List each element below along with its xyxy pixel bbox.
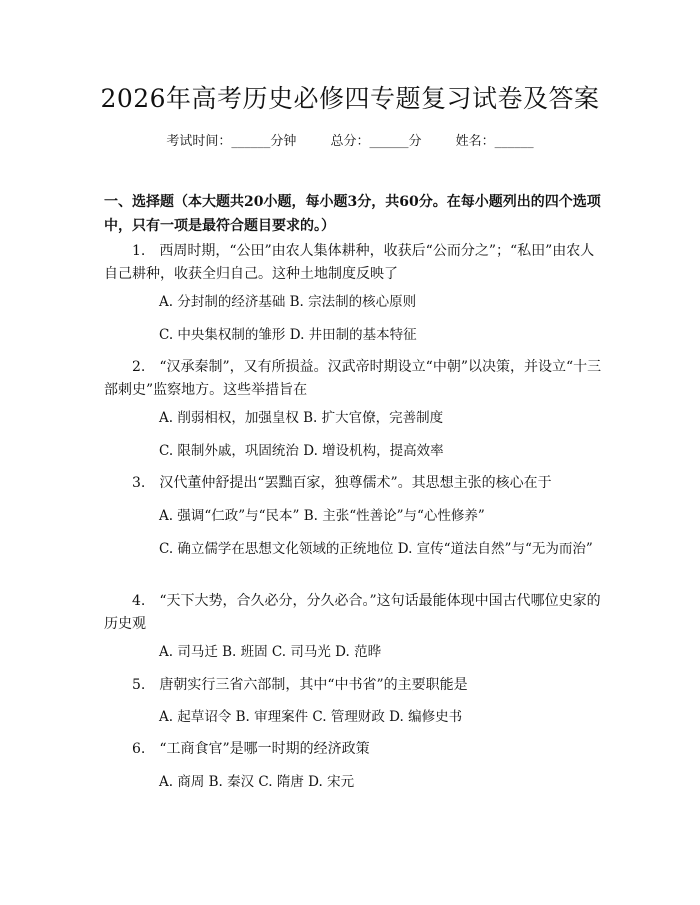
question-3-stem: 3. 汉代董仲舒提出“罢黜百家，独尊儒术”。其思想主张的核心在于 (132, 475, 552, 491)
page-title: 2026年高考历史必修四专题复习试卷及答案 (100, 84, 600, 113)
question-3-options-cd: C. 确立儒学在思想文化领域的正统地位 D. 宣传“道法自然”与“无为而治” (159, 541, 593, 557)
section-heading: 一、选择题（本大题共20小题，每小题3分，共60分。在每小题列出的四个选项中，只有一项是最符合题目要求的。） (104, 194, 601, 234)
question-5-options: A. 起草诏令 B. 审理案件 C. 管理财政 D. 编修史书 (159, 709, 463, 725)
question-4-options: A. 司马迁 B. 班固 C. 司马光 D. 范晔 (159, 644, 382, 660)
question-1-options-cd: C. 中央集权制的雏形 D. 井田制的基本特征 (159, 327, 417, 343)
question-5-stem: 5. 唐朝实行三省六部制，其中“中书省”的主要职能是 (132, 677, 468, 693)
question-2-stem: 2. “汉承秦制”，又有所损益。汉武帝时期设立“中朝”以决策，并设立“十三部刺史”监察地方。这些举措旨在 (104, 359, 602, 398)
total-score-field: 总分：______分 (330, 134, 422, 149)
question-1-stem: 1. 西周时期，“公田”由农人集体耕种，收获后“公而分之”；“私田”由农人自己耕种，收获全归自己。这种土地制度反映了 (104, 243, 595, 282)
exam-meta (0, 132, 700, 152)
name-field: 姓名：______ (455, 134, 534, 149)
question-2-options-cd: C. 限制外戚，巩固统治 D. 增设机构，提高效率 (159, 443, 444, 459)
question-6-options: A. 商周 B. 秦汉 C. 隋唐 D. 宋元 (159, 774, 355, 790)
question-1-options-ab: A. 分封制的经济基础 B. 宗法制的核心原则 (159, 294, 417, 310)
question-2-options-ab: A. 削弱相权，加强皇权 B. 扩大官僚，完善制度 (159, 410, 444, 426)
question-3-options-ab: A. 强调“仁政”与“民本” B. 主张“性善论”与“心性修养” (159, 508, 485, 524)
exam-time-field: 考试时间：______分钟 (166, 134, 297, 149)
question-4-stem: 4. “天下大势，合久必分，分久必合。”这句话最能体现中国古代哪位史家的历史观 (104, 593, 601, 632)
question-6-stem: 6. “工商食官”是哪一时期的经济政策 (132, 741, 370, 757)
